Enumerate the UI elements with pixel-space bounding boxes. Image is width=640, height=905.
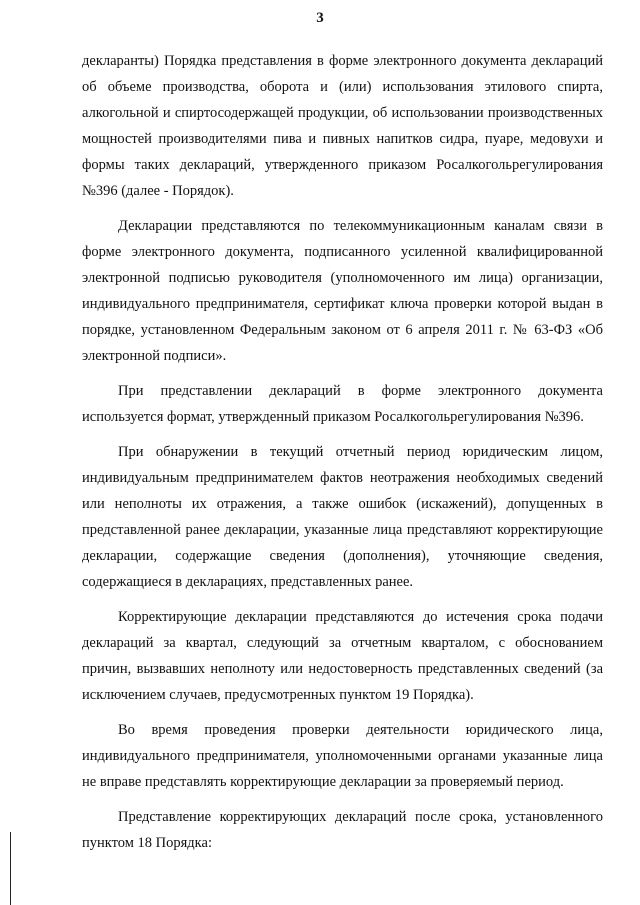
paragraph: При представлении деклараций в форме электронного документа используется формат, утвержденный приказом Росалкогольрегулирования №396.	[82, 383, 603, 425]
paragraph: При обнаружении в текущий отчетный период юридическим лицом, индивидуальным предпринимателем фактов неотражения необходимых сведений или неполноты их отражения, а также ошибок (искажений), допущенных в представленной ранее декларации, указанные лица представляют корректирующие декларации, содержащие сведения (дополнения), уточняющие сведения, содержащиеся в декларациях, представленных ранее.	[82, 444, 603, 590]
paragraph: Декларации представляются по телекоммуникационным каналам связи в форме электронного документа, подписанного усиленной квалифицированной электронной подписью руководителя (уполномоченного им лица) организации, индивидуального предпринимателя, сертификат ключа проверки которой выдан в порядке, установленном Федеральным законом от 6 апреля 2011 г. № 63-ФЗ «Об электронной подписи».	[82, 218, 603, 364]
document-body	[82, 48, 603, 865]
margin-rule	[10, 832, 11, 905]
paragraph: Представление корректирующих деклараций после срока, установленного пунктом 18 Порядка:	[82, 809, 603, 851]
paragraph: декларанты) Порядка представления в форме электронного документа деклараций об объеме производства, оборота и (или) использования этилового спирта, алкогольной и спиртосодержащей продукции, об использовании производственных мощностей производителями пива и пивных напитков сидра, пуаре, медовухи и формы таких деклараций, утвержденного приказом Росалкогольрегулирования №396 (далее - Порядок).	[82, 53, 603, 199]
paragraph: Во время проведения проверки деятельности юридического лица, индивидуального предпринимателя, уполномоченными органами указанные лица не вправе представлять корректирующие декларации за проверяемый период.	[82, 722, 603, 790]
paragraph: Корректирующие декларации представляются до истечения срока подачи деклараций за квартал, следующий за отчетным кварталом, с обоснованием причин, вызвавших неполноту или недостоверность представленных сведений (за исключением случаев, предусмотренных пунктом 19 Порядка).	[82, 609, 603, 703]
page-number: 3	[316, 10, 324, 26]
